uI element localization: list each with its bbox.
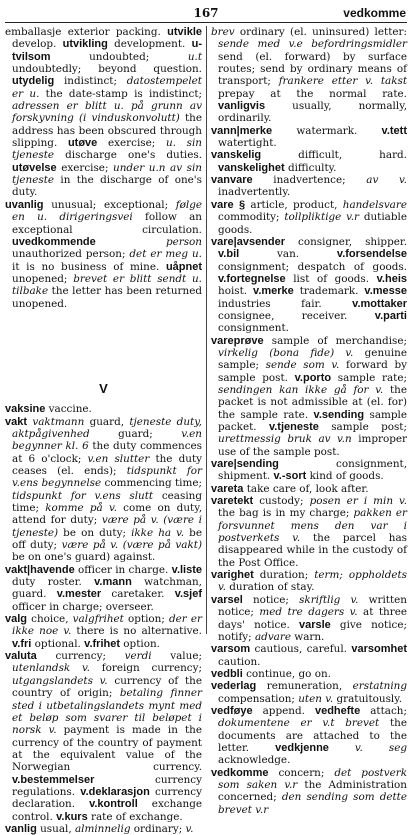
norwegian-phrase: utenlandsk v. xyxy=(12,662,90,675)
entry-text: consignment, shipment. xyxy=(218,458,407,483)
headword: v.kurs xyxy=(56,810,88,823)
entry-text: article, product, xyxy=(245,198,343,211)
norwegian-phrase: term; oppholdets v. xyxy=(218,569,408,594)
dictionary-entry xyxy=(5,403,202,415)
entry-text: rate of exchange. xyxy=(87,810,183,823)
entry-text: ordinary (el. uninsured) letter: xyxy=(234,26,407,38)
norwegian-phrase: person xyxy=(95,235,202,248)
entry-text: the parcel has disappeared while in the custody of the Post Office. xyxy=(218,532,407,569)
norwegian-phrase: v.en begynner kl. 6 xyxy=(12,427,202,453)
norwegian-phrase: ikke ha v. xyxy=(131,526,185,539)
entry-text: the letter has been returned unopened. xyxy=(12,285,202,310)
entry-text: inadvertence; xyxy=(252,174,367,187)
entry-text: undoubtedly; beyond question. xyxy=(12,63,202,76)
entry-text: usual, xyxy=(36,822,75,835)
entry-text: duration of stay. xyxy=(225,581,315,594)
dictionary-entry xyxy=(211,594,407,643)
norwegian-phrase: tidspunkt for v.ens slutt xyxy=(12,489,154,502)
headword: utvikle xyxy=(167,26,202,38)
entry-text: undoubted; xyxy=(50,50,188,63)
entry-text: the date-stamp is indistinct; xyxy=(39,87,202,100)
dictionary-entry xyxy=(211,149,407,174)
headword: vann|merke xyxy=(211,124,273,137)
headword: vanvare xyxy=(211,174,253,187)
entry-text: sample of merchandise; xyxy=(263,334,407,347)
headword: vanlig xyxy=(5,822,37,835)
headword: varsomhet xyxy=(351,643,407,656)
headword: v.forsendelse xyxy=(336,248,407,261)
norwegian-phrase: v. xyxy=(185,822,194,835)
headword: v.liste xyxy=(171,563,203,576)
entry-text: develop. xyxy=(12,38,63,51)
page-number: 167 xyxy=(193,6,219,20)
headword: vanskelighet xyxy=(218,161,285,174)
entry-text: it is no business of mine. xyxy=(12,260,166,273)
headword: uvedkommende xyxy=(12,235,96,248)
headword: vanskelig xyxy=(211,149,262,162)
norwegian-phrase: skriftlig v. xyxy=(299,593,359,606)
norwegian-phrase: v.en slutter xyxy=(87,452,150,465)
norwegian-phrase: dokumentene er v.t brevet xyxy=(218,717,380,730)
norwegian-phrase: uten v. xyxy=(298,692,334,705)
right-entries xyxy=(211,26,407,816)
entry-text: caution. xyxy=(218,655,261,668)
entry-text: currency regulations. xyxy=(12,773,202,798)
entry-text: watermark. xyxy=(272,124,382,137)
entry-text: hoist. xyxy=(218,285,254,298)
norwegian-phrase: av v. xyxy=(366,174,407,187)
norwegian-phrase: verdi xyxy=(124,650,152,663)
norwegian-phrase: brev xyxy=(211,26,235,38)
entry-text: currency declaration. xyxy=(12,785,202,811)
entry-text: trademark. xyxy=(293,285,365,298)
headword: v.heis xyxy=(376,272,407,285)
headword: v.sending xyxy=(313,408,365,421)
entry-text: officer in charge; overseer. xyxy=(12,600,154,613)
entry-text: commodity; xyxy=(218,211,285,224)
entry-text: at three days' notice. xyxy=(218,606,407,631)
headword: v.mester xyxy=(56,588,102,601)
dictionary-entry xyxy=(211,236,407,335)
norwegian-phrase: utgangslandets v. xyxy=(12,674,108,687)
headword: uvanlig xyxy=(5,198,44,211)
entry-text: the duty ceases (el. ends); xyxy=(12,452,202,477)
entry-text: genuine sample; xyxy=(218,346,407,372)
entry-text: ceasing time; xyxy=(12,489,202,514)
entry-text: the Administration concerned; xyxy=(218,778,407,804)
entry-text: commencing time; xyxy=(101,477,203,490)
section-gap xyxy=(5,310,202,383)
entry-text: there is no alternative. xyxy=(71,625,202,638)
entry-text: come on duty, attend for duty; xyxy=(12,502,202,527)
entry-text: improper use of the sample post. xyxy=(218,433,408,458)
dictionary-entry xyxy=(5,613,202,650)
norwegian-phrase: datostempelet er u. xyxy=(12,75,202,100)
headword: utydelig xyxy=(12,75,55,88)
headword: v.tjeneste xyxy=(268,421,319,433)
norwegian-phrase: det postverk som saken v.r xyxy=(218,766,407,791)
norwegian-phrase: alminnelig xyxy=(74,822,131,835)
entry-text: option. xyxy=(120,637,160,650)
left-entries-top xyxy=(5,26,202,310)
headword: vakt|havende xyxy=(5,563,75,576)
headword: u-tvilsom xyxy=(12,38,202,63)
dictionary-entry xyxy=(5,650,202,823)
entry-text: prepay at the normal rate. xyxy=(218,87,407,100)
entry-text: duration; xyxy=(253,569,315,582)
page-header xyxy=(0,4,412,22)
norwegian-phrase: u. sin tjeneste xyxy=(12,137,202,162)
entry-text: the bag is in my charge; xyxy=(218,507,354,520)
headword: vedføye xyxy=(211,704,253,717)
headword: vanligvis xyxy=(218,100,266,113)
headword: vare|avsender xyxy=(211,235,286,248)
entry-text: acknowledge. xyxy=(218,754,291,767)
entry-text: be on duty; xyxy=(58,526,132,539)
entry-text: inadvertently. xyxy=(218,186,291,199)
entry-text: exercise; xyxy=(97,137,166,150)
headword: valg xyxy=(5,613,28,626)
norwegian-phrase: posen er i min v. xyxy=(309,495,407,508)
norwegian-phrase: brevet er blitt sendt u. tilbake xyxy=(12,272,202,298)
entry-text: watertight. xyxy=(218,137,277,150)
entry-text: currency of the country of origin; xyxy=(12,674,202,700)
norwegian-phrase: under u.n av sin tjeneste xyxy=(12,161,202,187)
entry-text: take care of, look after. xyxy=(243,482,369,495)
entry-text: the address has been obscured through slipping. xyxy=(12,112,202,150)
headword: v.tett xyxy=(381,124,407,137)
entry-text: continue, go on. xyxy=(242,667,331,680)
headword: v.kontroll xyxy=(89,798,138,811)
norwegian-phrase: virkelig (bona fide) v. xyxy=(218,346,354,359)
headword: vedkomme xyxy=(211,766,269,779)
headword: varighet xyxy=(211,569,254,582)
headword: varsom xyxy=(211,643,251,656)
headword: utvikling xyxy=(62,38,108,51)
norwegian-phrase: tjeneste duty, aktpågivenhed xyxy=(12,415,202,440)
entry-text: exchange control. xyxy=(12,798,203,823)
entry-text: officer in charge. xyxy=(74,563,172,576)
entry-text: difficulty. xyxy=(284,161,337,174)
headword: v.messe xyxy=(364,285,408,298)
dictionary-entry xyxy=(211,668,407,680)
dictionary-entry xyxy=(5,26,202,199)
entry-text: ordinary; xyxy=(130,822,186,835)
entry-text: cautious, careful. xyxy=(250,643,352,656)
entry-text: written notice; xyxy=(218,593,407,619)
entry-text: in the discharge of one's duty. xyxy=(12,174,202,199)
entry-text: concern; xyxy=(268,766,335,779)
entry-text: optional. xyxy=(31,637,85,650)
entry-text: give notice; notify; xyxy=(218,618,407,643)
dictionary-entry xyxy=(211,569,407,594)
dictionary-entry xyxy=(5,199,202,310)
dictionary-entry xyxy=(211,125,407,150)
column-divider xyxy=(206,26,207,634)
headword: v.mann xyxy=(94,576,132,589)
entry-text: usually, normally, ordinarily. xyxy=(218,100,407,125)
headword: vare|sending xyxy=(211,458,279,471)
norwegian-phrase: tollpliktige v.r xyxy=(284,211,360,224)
right-column xyxy=(211,26,407,816)
dictionary-entry xyxy=(211,483,407,495)
section-letter: V xyxy=(99,380,108,396)
entry-text: custody; xyxy=(253,495,310,508)
entry-text: payment is made in the currency of the country of payment at the equivalent value of the Norwegian currency. xyxy=(12,724,202,774)
headword: uåpnet xyxy=(165,260,202,273)
headword: v.-sort xyxy=(273,470,307,483)
running-head: vedkomme xyxy=(343,6,406,20)
entry-text: guard, xyxy=(84,415,130,428)
entry-text: be on one's guard) against. xyxy=(12,551,156,564)
dictionary-entry xyxy=(211,458,407,483)
norwegian-phrase: urettmessig bruk av v.n xyxy=(218,433,352,446)
norwegian-phrase: sende med v.e befordringsmidler xyxy=(218,38,407,51)
headword: vareprøve xyxy=(211,334,264,347)
headword: varsle xyxy=(298,618,331,631)
entry-text: sample rate; xyxy=(331,371,407,384)
entry-text: value; xyxy=(151,650,202,663)
entry-text: remuneration, xyxy=(256,680,353,693)
entry-text: industries fair. xyxy=(218,297,353,310)
entry-text: van. xyxy=(239,248,337,261)
entry-text: development. xyxy=(107,38,192,51)
left-entries-bottom xyxy=(5,403,202,835)
headword: valuta xyxy=(5,650,37,663)
entry-text: forward by sample post. xyxy=(218,359,407,384)
entry-text: gratuitously. xyxy=(333,692,403,705)
norwegian-phrase: advare xyxy=(254,630,291,643)
entry-text: the documents are attached to the letter. xyxy=(218,717,407,754)
entry-text: send (el. forward) by surface routes; send by ordinary means of transport; xyxy=(218,50,407,88)
norwegian-phrase: der er ikke noe v. xyxy=(12,613,203,638)
entry-text: list of goods. xyxy=(285,272,377,285)
entry-text: attach; xyxy=(360,704,407,717)
entry-text: emballasje exterior packing. xyxy=(5,26,168,38)
dictionary-entry xyxy=(5,823,202,835)
entry-text: the duty commences at 6 o'clock; xyxy=(12,440,202,465)
headword: vedkjenne xyxy=(275,741,329,754)
entry-text: dutiable goods. xyxy=(218,211,407,236)
dictionary-entry xyxy=(211,705,407,767)
norwegian-phrase: u.t xyxy=(187,50,202,63)
headword: varetekt xyxy=(211,495,254,508)
norwegian-phrase: være på v. (være på vakt) xyxy=(61,539,203,552)
norwegian-phrase: komme på v. xyxy=(45,502,117,514)
entry-text: append. xyxy=(252,704,315,717)
headword: v.sjef xyxy=(174,588,202,601)
entry-text: unusual; exceptional; xyxy=(43,198,176,211)
headword: vedhefte xyxy=(314,704,361,717)
headword: vederlag xyxy=(211,680,257,693)
norwegian-phrase: vaktmann xyxy=(32,415,85,428)
entry-text: the packet is not admissible at (el. for) the sample rate. xyxy=(218,383,407,421)
dictionary-entry xyxy=(211,199,407,236)
entry-text: follow an exceptional circulation. xyxy=(12,211,202,236)
entry-text: sample packet. xyxy=(218,408,407,433)
entry-text: sample post; xyxy=(318,421,407,433)
headword: vareta xyxy=(211,482,244,495)
norwegian-phrase: erstatning xyxy=(352,680,407,693)
left-column xyxy=(5,26,202,835)
entry-text: consigner, shipper. xyxy=(285,235,407,248)
norwegian-phrase: handelsvare xyxy=(342,198,407,211)
dictionary-entry xyxy=(211,174,407,199)
headword: varsel xyxy=(211,593,243,606)
entry-text: consignment; despatch of goods. xyxy=(218,260,407,273)
headword: utøvelse xyxy=(12,161,57,174)
headword: vare xyxy=(211,198,234,211)
dictionary-entry xyxy=(211,680,407,705)
dictionary-entry xyxy=(211,26,407,125)
entry-text: exercise; xyxy=(56,161,114,174)
headword: v.fortegnelse xyxy=(218,272,286,285)
norwegian-phrase: følge en u. dirigeringsvei xyxy=(12,198,202,224)
norwegian-phrase: med tre dagers v. xyxy=(259,606,358,619)
dictionary-entry xyxy=(211,335,407,458)
entry-text: vaccine. xyxy=(45,403,92,416)
dictionary-entry xyxy=(5,564,202,613)
entry-text: indistinct; xyxy=(54,75,127,88)
entry-text: notice; xyxy=(242,593,300,606)
entry-text: option; xyxy=(123,613,169,626)
entry-text: guard; xyxy=(89,427,182,440)
headword: vakt xyxy=(5,415,28,428)
entry-text: consignee, receiver. xyxy=(218,309,375,322)
norwegian-phrase: valgfrihet xyxy=(72,613,124,626)
entry-text: discharge one's duties. xyxy=(54,149,202,162)
headword: § xyxy=(238,198,246,211)
headword: v.parti xyxy=(374,309,407,322)
entry-text: kind of goods. xyxy=(306,470,384,483)
headword: v.frihet xyxy=(84,637,120,650)
entry-text: duty roster. xyxy=(12,576,95,589)
headword: v.bestemmelser xyxy=(12,773,95,786)
norwegian-phrase: være på v. (være i tjeneste) xyxy=(12,514,202,539)
entry-text: be off duty; xyxy=(12,526,202,552)
headword: vedbli xyxy=(211,667,243,680)
norwegian-phrase: pakken er forsvunnet mens den var i postverkets v. xyxy=(218,507,407,545)
norwegian-phrase: det er meg u. xyxy=(129,248,202,261)
headword: v.mottaker xyxy=(352,297,407,310)
headword: v.deklarasjon xyxy=(80,785,150,798)
entry-text: warn. xyxy=(291,630,325,643)
norwegian-phrase: sendingen kan ikke gå for v. xyxy=(218,383,384,396)
dictionary-entry xyxy=(5,416,202,564)
entry-text: choice, xyxy=(27,613,73,626)
entry-text: consignment. xyxy=(218,322,289,335)
dictionary-entry xyxy=(211,643,407,668)
dictionary-entry xyxy=(211,767,407,816)
norwegian-phrase: v. seg xyxy=(328,741,407,754)
norwegian-phrase: betaling finner sted i utbetalingslandets mynt med et beløp som svarer til beløpet i norsk v. xyxy=(12,687,202,737)
headword: v.fri xyxy=(12,637,32,650)
headword: v.bil xyxy=(218,248,240,261)
headword: utøve xyxy=(67,137,98,150)
norwegian-phrase: tidspunkt for v.ens begynnelse xyxy=(12,464,202,490)
entry-text: watchman, guard. xyxy=(12,576,202,601)
entry-text: compensation; xyxy=(218,692,299,705)
entry-text: unopened; xyxy=(12,272,74,285)
entry-text: caretaker. xyxy=(101,588,175,601)
norwegian-phrase: den sending som dette brevet v.r xyxy=(218,791,407,816)
entry-text: foreign currency; xyxy=(89,662,202,675)
norwegian-phrase: adressen er blitt u. på grunn av forskyvning (i vinduskonvolutt) xyxy=(12,100,202,125)
norwegian-phrase: frankere etter v. takst xyxy=(278,75,407,88)
entry-text: unauthorized person; xyxy=(12,248,130,261)
headword: vaksine xyxy=(5,403,46,416)
header-rule xyxy=(5,22,407,23)
headword: v.merke xyxy=(253,285,294,298)
dictionary-entry xyxy=(211,495,407,569)
entry-text: difficult, hard. xyxy=(261,149,407,162)
headword: v.porto xyxy=(294,371,332,384)
entry-text: currency; xyxy=(36,650,125,663)
norwegian-phrase: sende som v. xyxy=(265,359,340,372)
